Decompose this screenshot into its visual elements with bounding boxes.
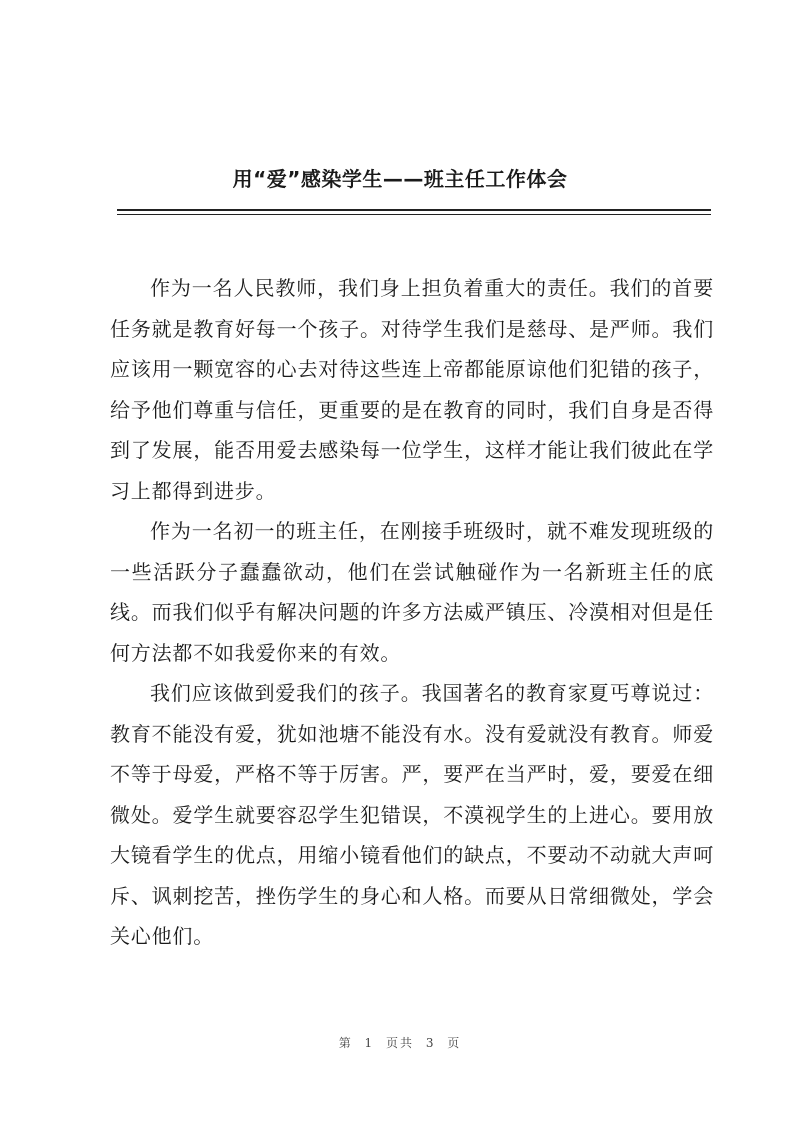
paragraph-1: 作为一名人民教师，我们身上担负着重大的责任。我们的首要任务就是教育好每一个孩子。对待学生我们是慈母、是严师。我们应该用一颗宽容的心去对待这些连上帝都能原谅他们犯错的孩子，给予他们尊重与信任，更重要的是在教育的同时，我们自身是否得到了发展，能否用爱去感染每一位学生，这样才能让我们彼此在学习上都得到进步。 [110, 276, 714, 503]
title-divider-thin [117, 214, 711, 215]
page-number: 第 1 页共 3 页 [338, 1036, 462, 1050]
document-title: 用“爱”感染学生——班主任工作体会 [232, 167, 568, 191]
title-divider-thick [117, 209, 711, 211]
paragraph-2: 作为一名初一的班主任，在刚接手班级时，就不难发现班级的一些活跃分子蠢蠢欲动，他们在尝试触碰作为一名新班主任的底线。而我们似乎有解决问题的许多方法威严镇压、冷漠相对但是任何方法都不如我爱你来的有效。 [110, 519, 714, 665]
paragraph-3: 我们应该做到爱我们的孩子。我国著名的教育家夏丐尊说过：教育不能没有爱，犹如池塘不能没有水。没有爱就没有教育。师爱不等于母爱，严格不等于厉害。严，要严在当严时，爱，要爱在细微处。爱学生就要容忍学生犯错误，不漠视学生的上进心。要用放大镜看学生的优点，用缩小镜看他们的缺点，不要动不动就大声呵斥、讽刺挖苦，挫伤学生的身心和人格。而要从日常细微处，学会关心他们。 [110, 681, 714, 948]
document-body [110, 268, 714, 957]
